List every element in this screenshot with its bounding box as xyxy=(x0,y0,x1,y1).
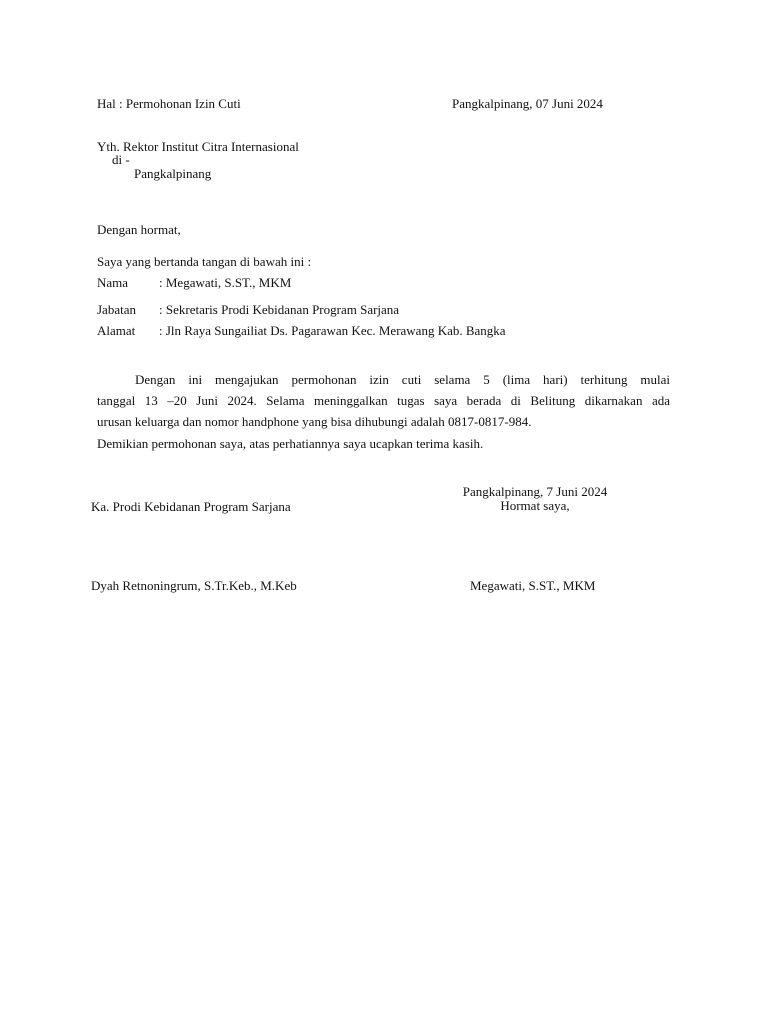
field-value-jabatan: : Sekretaris Prodi Kebidanan Program Sarjana xyxy=(159,302,400,317)
letter-subject: Hal : Permohonan Izin Cuti xyxy=(97,96,241,111)
signature-left-name: Dyah Retnoningrum, S.Tr.Keb., M.Keb xyxy=(91,578,297,593)
field-label-alamat: Alamat xyxy=(97,323,136,338)
body-line-3: urusan keluarga dan nomor handphone yang bisa dihubungi adalah 0817-0817-984. xyxy=(97,414,532,429)
field-value-nama: : Megawati, S.ST., MKM xyxy=(159,275,292,290)
signature-right-name: Megawati, S.ST., MKM xyxy=(470,578,596,593)
recipient-line-3: Pangkalpinang xyxy=(134,166,212,181)
field-label-nama: Nama xyxy=(97,275,129,290)
body-line-2: tanggal 13 –20 Juni 2024. Selama meninggalkan tugas saya berada di Belitung dikarnakan ada xyxy=(97,393,670,408)
recipient-line-2: di - xyxy=(112,152,130,167)
greeting: Dengan hormat, xyxy=(97,222,181,237)
field-value-alamat: : Jln Raya Sungailiat Ds. Pagarawan Kec. Merawang Kab. Bangka xyxy=(159,323,506,338)
letter-place-date: Pangkalpinang, 07 Juni 2024 xyxy=(452,96,603,111)
body-line-1: Dengan ini mengajukan permohonan izin cuti selama 5 (lima hari) terhitung mulai xyxy=(135,372,670,387)
signature-place-date: Pangkalpinang, 7 Juni 2024 xyxy=(462,484,608,499)
closing-line: Demikian permohonan saya, atas perhatiannya saya ucapkan terima kasih. xyxy=(97,436,484,451)
signature-left-title: Ka. Prodi Kebidanan Program Sarjana xyxy=(91,499,291,514)
field-label-jabatan: Jabatan xyxy=(97,302,136,317)
intro-line: Saya yang bertanda tangan di bawah ini : xyxy=(97,254,312,269)
signature-right-title: Hormat saya, xyxy=(500,498,570,513)
recipient-line-1: Yth. Rektor Institut Citra Internasional xyxy=(97,139,299,154)
